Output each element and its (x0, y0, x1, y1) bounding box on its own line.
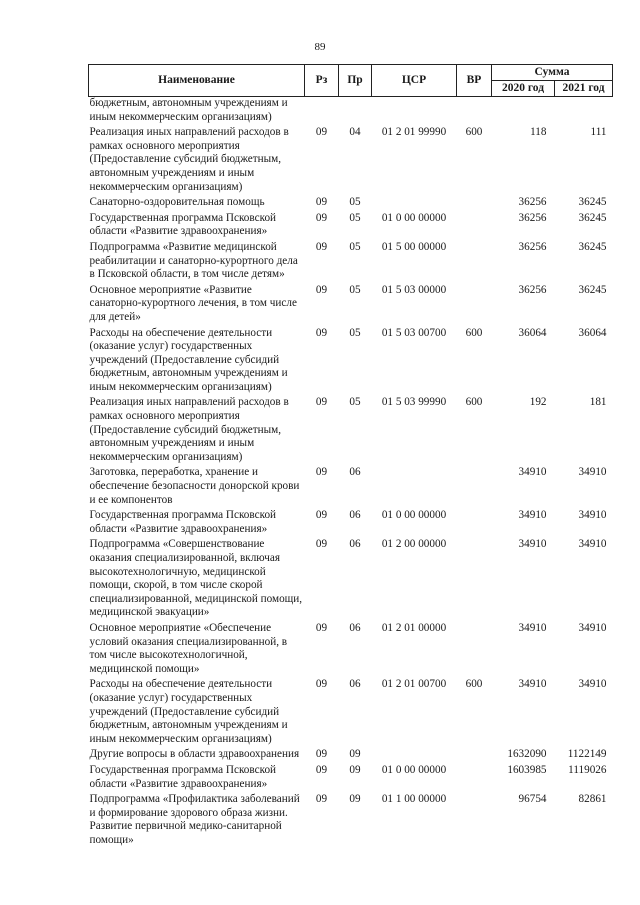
table-row (89, 466, 613, 509)
row-pr: 05 (349, 283, 361, 296)
row-sum-2021: 36064 (578, 326, 607, 339)
row-sum-2021: 36245 (578, 240, 607, 253)
row-name: Реализация иных направлений расходов в рамках основного мероприятия (Предоставление субсидий бюджетным, автономным учреждениям и иным некоммерческим организациям) (89, 396, 289, 463)
row-name: Другие вопросы в области здравоохранения (89, 748, 300, 761)
row-rz: 09 (315, 678, 328, 691)
row-name: Расходы на обеспечение деятельности (оказание услуг) государственных учреждений (Предоставление субсидий бюджетным, автономным учреждениям и иным некоммерческим организациям) (89, 326, 288, 393)
row-rz: 09 (315, 196, 328, 209)
row-sum-2020: 36064 (518, 326, 547, 339)
row-csr (372, 196, 457, 212)
row-rz: 09 (315, 240, 328, 253)
row-name: Государственная программа Псковской области «Развитие здравоохранения» (89, 211, 277, 238)
row-vr (457, 793, 492, 849)
row-pr: 09 (349, 763, 361, 776)
row-name: бюджетным, автономным учреждениям и иным некоммерческим организациям) (89, 97, 288, 123)
row-name: Подпрограмма «Совершенствование оказания специализированной, включая высокотехнологичную, медицинской помощи, скорой, в том числе скорой специализированной, медицинской помощи, медицинской эвакуации» (89, 538, 303, 619)
row-sum-2020: 34910 (518, 538, 547, 551)
row-sum-2021: 36245 (578, 283, 607, 296)
row-pr: 09 (349, 793, 361, 806)
row-name: Санаторно-оздоровительная помощь (89, 196, 265, 209)
row-name: Подпрограмма «Профилактика заболеваний и формирование здорового образа жизни. Развитие первичной медико-санитарной помощи» (89, 793, 300, 846)
row-vr (457, 196, 492, 212)
row-vr (457, 748, 492, 764)
row-pr: 06 (349, 538, 361, 551)
row-rz: 09 (315, 621, 328, 634)
row-sum-2021: 36245 (578, 211, 607, 224)
header-pr: Пр (339, 65, 372, 97)
row-csr: 01 2 01 00700 (381, 678, 447, 691)
row-sum-2020 (492, 97, 555, 127)
row-csr: 01 2 01 99990 (381, 126, 447, 139)
row-rz: 09 (315, 396, 328, 409)
row-name: Заготовка, переработка, хранение и обеспечение безопасности донорской крови и ее компонентов (89, 466, 300, 506)
row-sum-2021: 34910 (578, 509, 607, 522)
row-sum-2021: 181 (589, 396, 607, 409)
row-rz: 09 (315, 126, 328, 139)
row-sum-2020: 34910 (518, 509, 547, 522)
row-pr (339, 97, 372, 127)
row-vr: 600 (465, 326, 483, 339)
row-sum-2020: 1632090 (507, 748, 547, 761)
row-sum-2021: 34910 (578, 466, 607, 479)
row-rz: 09 (315, 283, 328, 296)
row-sum-2020: 34910 (518, 466, 547, 479)
row-sum-2020: 36256 (518, 211, 547, 224)
row-vr (457, 538, 492, 622)
row-sum-2021: 34910 (578, 538, 607, 551)
row-vr (457, 212, 492, 241)
row-vr: 600 (465, 126, 483, 139)
row-rz: 09 (315, 793, 328, 806)
row-sum-2020: 1603985 (507, 763, 547, 776)
row-sum-2020: 96754 (518, 793, 547, 806)
row-pr: 06 (349, 678, 361, 691)
row-name: Подпрограмма «Развитие медицинской реабилитации и санаторно-курортного дела в Псковской области, в том числе детям» (89, 240, 298, 281)
table-row (89, 97, 613, 127)
row-rz: 09 (315, 748, 328, 761)
table-row (89, 622, 613, 678)
row-csr: 01 5 03 99990 (381, 396, 447, 409)
row-rz: 09 (315, 211, 328, 224)
row-csr: 01 0 00 00000 (381, 763, 447, 776)
table-row (89, 748, 613, 764)
row-csr: 01 1 00 00000 (381, 793, 447, 806)
row-rz: 09 (315, 763, 328, 776)
table-body (89, 97, 613, 850)
row-vr (457, 764, 492, 793)
row-vr (457, 97, 492, 127)
row-sum-2020: 36256 (518, 240, 547, 253)
row-name: Основное мероприятие «Обеспечение условий оказания специализированной, в том числе высокотехнологичной, медицинской помощи» (89, 621, 288, 675)
table-row (89, 212, 613, 241)
row-sum-2020: 34910 (518, 621, 547, 634)
page-number: 89 (314, 41, 326, 53)
row-csr: 01 0 00 00000 (381, 211, 447, 224)
header-csr: ЦСР (372, 65, 457, 97)
row-csr (372, 97, 457, 127)
row-vr (457, 509, 492, 538)
budget-table (88, 64, 613, 849)
table-row (89, 241, 613, 284)
row-pr: 04 (349, 126, 361, 139)
row-sum-2021: 34910 (578, 678, 607, 691)
row-sum-2021: 82861 (578, 793, 607, 806)
row-vr: 600 (465, 396, 483, 409)
header-vr: ВР (457, 65, 492, 97)
row-pr: 05 (349, 196, 361, 209)
row-name: Государственная программа Псковской области «Развитие здравоохранения» (89, 763, 277, 790)
header-name: Наименование (89, 65, 305, 97)
row-csr: 01 5 00 00000 (381, 240, 447, 253)
row-pr: 06 (349, 621, 361, 634)
row-sum-2021 (555, 97, 613, 127)
row-csr: 01 5 03 00700 (381, 326, 447, 339)
table-row (89, 396, 613, 466)
row-pr: 09 (349, 748, 361, 761)
row-rz (305, 97, 339, 127)
header-sum: Сумма (492, 65, 613, 81)
table-row (89, 126, 613, 196)
row-pr: 05 (349, 240, 361, 253)
row-csr: 01 2 01 00000 (381, 621, 447, 634)
row-pr: 05 (349, 211, 361, 224)
row-rz: 09 (315, 326, 328, 339)
table-row (89, 196, 613, 212)
row-pr: 06 (349, 509, 361, 522)
row-sum-2021: 36245 (578, 196, 607, 209)
header-year-2021: 2021 год (555, 81, 613, 97)
row-vr: 600 (465, 678, 483, 691)
row-csr: 01 5 03 00000 (381, 283, 447, 296)
header-year-2020: 2020 год (492, 81, 555, 97)
row-name: Реализация иных направлений расходов в рамках основного мероприятия (Предоставление субсидий бюджетным, автономным учреждениям и иным некоммерческим организациям) (89, 126, 289, 193)
row-sum-2020: 36256 (518, 283, 547, 296)
row-vr (457, 241, 492, 284)
row-csr: 01 0 00 00000 (381, 509, 447, 522)
table-row (89, 764, 613, 793)
table-row (89, 284, 613, 327)
table-header (89, 65, 613, 97)
table-row (89, 793, 613, 849)
row-csr: 01 2 00 00000 (381, 538, 447, 551)
row-sum-2021: 1122149 (567, 748, 607, 761)
row-name: Расходы на обеспечение деятельности (оказание услуг) государственных учреждений (Предоставление субсидий бюджетным, автономным учреждениям и иным некоммерческим организациям) (89, 678, 288, 745)
row-rz: 09 (315, 538, 328, 551)
row-pr: 05 (349, 396, 361, 409)
row-sum-2021: 111 (590, 126, 607, 139)
row-sum-2020: 34910 (518, 678, 547, 691)
row-pr: 06 (349, 466, 361, 479)
table-row (89, 327, 613, 397)
row-pr: 05 (349, 326, 361, 339)
row-sum-2021: 1119026 (568, 763, 607, 776)
row-csr (372, 748, 457, 764)
row-sum-2021: 34910 (578, 621, 607, 634)
row-vr (457, 284, 492, 327)
table-row (89, 678, 613, 748)
row-vr (457, 466, 492, 509)
table-row (89, 509, 613, 538)
row-sum-2020: 118 (530, 126, 547, 139)
row-csr (372, 466, 457, 509)
row-vr (457, 622, 492, 678)
row-sum-2020: 192 (529, 396, 547, 409)
row-rz: 09 (315, 509, 328, 522)
row-name: Основное мероприятие «Развитие санаторно-курортного лечения, в том числе для детей» (89, 283, 297, 323)
row-sum-2020: 36256 (518, 196, 547, 209)
header-rz: Рз (305, 65, 339, 97)
table-row (89, 538, 613, 622)
row-rz: 09 (315, 466, 328, 479)
row-name: Государственная программа Псковской области «Развитие здравоохранения» (89, 509, 277, 535)
